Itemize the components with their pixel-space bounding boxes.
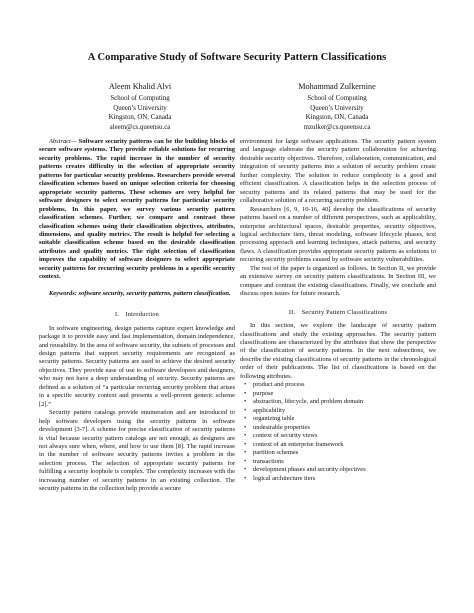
list-item: • organizing table [253, 415, 436, 424]
author-email: mzulker@cs.queensu.ca [303, 123, 371, 131]
list-item: • development phases and security objectives [253, 466, 436, 475]
list-item: • purpose [253, 390, 436, 399]
author-city: Kingston, ON, Canada [108, 114, 172, 122]
author-block-2 [252, 81, 422, 132]
author-block-1 [55, 81, 225, 132]
author-department: School of Computing [110, 95, 170, 102]
author-email: aleem@cs.queensu.ca [109, 123, 171, 131]
list-item: • context of security views [253, 432, 436, 441]
list-item: • undesirable properties [253, 424, 436, 433]
author-name: Aleem Khalid Alvi [108, 82, 172, 91]
author-organization: Queen’s University [310, 104, 364, 112]
list-item: • abstraction, lifecycle, and problem domain [253, 398, 436, 407]
list-item: • context of an enterprise framework [253, 441, 436, 450]
list-item: • logical architecture tiers [253, 475, 436, 484]
author-department: School of Computing [307, 95, 367, 102]
intro-paragraph-4: The rest of the paper is organized as follows. In Section II, we provide an extensive survey on security pattern classifications. In Section III, we compare and contrast the existing classifications. Finally, we conclude and discuss open issues for future research. [240, 264, 436, 298]
intro-paragraph-2-continued: environment for large software applications. The security pattern system and language elaborate the security pattern collaboration for achieving desirable security objectives. Therefore, collaboration, communication, and integration of security patterns into a solution of security problem create further complexity. The solution to reduce complexity is a good and efficient classification. A classification helps in the selection process of security patterns and its related patterns that may be used for the collaborative solution of a recurring security problem. [240, 138, 436, 205]
attribute-list [240, 381, 436, 483]
paper-title: A Comparative Study of Software Security Pattern Classifications [87, 52, 387, 63]
list-item: • product and process [253, 381, 436, 390]
section-2-paragraph-1: In this section, we explore the landscape of security pattern classifications and study the existing approaches. The security pattern classifications are characterized by the attributes that show the perspective of the classification of security patterns. In the next subsections, we describe the existing classifications of security patterns in the chronological order of their publications. The list of classifications is based on the following attributes. [240, 322, 436, 380]
section-heading-introduction: I. Introduction [114, 311, 160, 319]
author-organization: Queen’s University [113, 104, 167, 112]
list-item: • partition schemes [253, 449, 436, 458]
list-item: • transactions [253, 458, 436, 467]
abstract-text: Software security patterns can be the building blocks of secure software systems. They provide reliable solutions for recurring security problems. The rapid increase in the number of security patterns creates difficulty in the selection of appropriate security patterns for particular security problems. Researchers provide several classification schemes based on unique selection criteria for choosing appropriate security patterns. These schemes are very helpful for software designers to select security patterns for particular security problems. In this paper, we survey various security pattern classification schemes. Further, we compare and contrast these classification schemes using their classification objectives, attributes, dimensions, and quality metrics. The result is helpful for selecting a suitable classification scheme based on the desirable classification attributes and quality metrics. The right selection of classification improves the capability of software designers to select appropriate security patterns for recurring security problems in a specific security context. [39, 138, 235, 281]
left-column [39, 138, 235, 494]
abstract [39, 138, 235, 282]
list-item: • applicability [253, 407, 436, 416]
abstract-lead: Abstract— [49, 138, 77, 145]
intro-paragraph-3: Researchers [6, 9, 10-16, 40] develop the classifications of security patterns based on a number of different perspectives, such as applicability, enterprise architectural spaces, desirable properties, security objectives, logical architecture tiers, threat modeling, software lifecycle phases, text processing approach and learning techniques, attack patterns, and security flaws. A classification provides appropriate security patterns as solutions to recurring security problems caused by software security vulnerabilities. [240, 205, 436, 264]
intro-paragraph-2: Security pattern catalogs provide enumeration and are introduced to help software developers using the security patterns in software development [3-7]. A scheme for precise classification of security patterns is vital because security pattern catalogs are not enough, as designers are not always sure when, where, and how to use them [8]. The rapid increase in the number of software security patterns invites a problem in the selection process. The selection of appropriate security patterns for fulfilling a security loophole is complex. The complexity increases with the increasing number of security patterns in an existing collection. The security patterns in the collection help provide a secure [39, 409, 235, 493]
intro-paragraph-1: In software engineering, design patterns capture expert knowledge and package it to provide easy and fast implementation, domain independence, and reusability. In the area of software security, the subsets of processes and design patterns that support security requirements are recognized as security patterns. Security patterns are used to achieve the desired security objectives. They provide ease of use to software developers and designers, who may not have a deep understanding of security. Security patterns are defined as a solution of “a particular recurring security problem that arises in a specific security context and presents a well-proven generic scheme [2].” [39, 324, 235, 408]
right-column [240, 138, 436, 483]
section-heading-classifications: II. Security Pattern Classifications [288, 308, 388, 316]
author-name: Mohammad Zulkernine [298, 82, 376, 91]
author-city: Kingston, ON, Canada [305, 114, 369, 122]
keywords: Keywords: software security, security patterns, pattern classification. [49, 289, 231, 297]
